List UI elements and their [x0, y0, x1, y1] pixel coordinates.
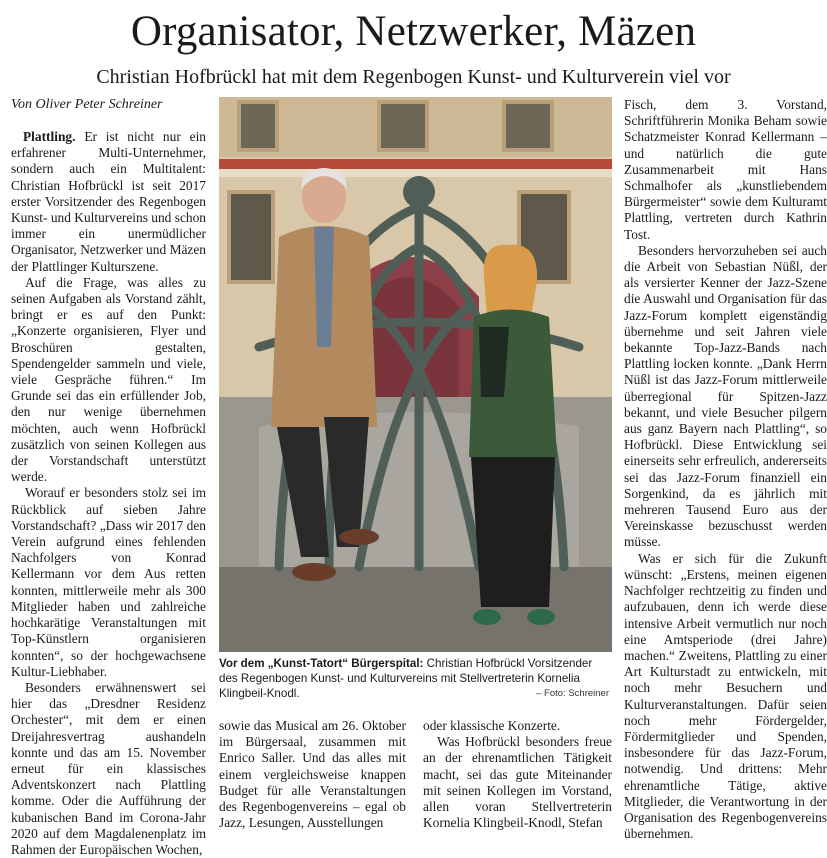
- article-column-2: [219, 718, 406, 831]
- headline: Organisator, Netzwerker, Mäzen: [130, 8, 697, 55]
- paragraph-text: Er ist nicht nur ein erfahrener Multi-Unternehmer, sondern auch ein Multitalent: Christian Hofbrückl ist seit 2017 erster Vorsitzender des Regenbogen Kunst- und Kulturvereins und schon immer ein unermüdlicher Organisator, Netzwerker und Mäzen der Plattlinger Kulturszene.: [11, 129, 206, 274]
- article-column-3: [423, 718, 612, 831]
- article-photo: [219, 97, 612, 652]
- caption-text: Christian Hofbrückl Vorsitzender des Regenbogen Kunst- und Kulturvereins mit Stellvertreterin Kornelia Klingbeil-Knodl.: [219, 657, 593, 700]
- paragraph: Besonders hervorzuheben sei auch die Arbeit von Sebastian Nüßl, der als versierter Kenner der Jazz-Szene die Auswahl und Organisation für das Jazz-Forum komplett eigenständig übernehme und seit Jahren viele bekannte Top-Jazz-Bands nach Plattling locken konnte. „Dank Herrn Nüßl ist das Jazz-Forum mittlerweile überregional für Spitzen-Jazz bekannt, und viele Besucher pilgern aus ganz Bayern nach Plattling“, so Hofbrückl. Diese Entwicklung sei einerseits sehr erfreulich, andererseits sei das Jazz-Forum finanziell ein Sorgenkind, da es jährlich mit mehreren Tausend Euro aus der Vereinskasse bezuschusst werden müsse.: [624, 242, 827, 550]
- subheadline: Christian Hofbrückl hat mit dem Regenbogen Kunst- und Kulturverein viel vor: [96, 66, 731, 88]
- paragraph: [11, 129, 206, 275]
- dateline: Plattling.: [23, 129, 76, 144]
- paragraph: Worauf er besonders stolz sei im Rückblick auf sieben Jahre Vorstandschaft? „Dass wir 2017 den Verein aufgrund eines fehlenden Nachfolgers von Konrad Kellermann vor dem Aus retten konnten, mittlerweile mehr als 300 Mitglieder haben und zahlreiche hochkarätige Veranstaltungen mit Top-Künstlern organisieren konnten“, so der hochgewachsene Kultur-Liebhaber.: [11, 485, 206, 679]
- caption-title: Vor dem „Kunst-Tatort“ Bürgerspital:: [219, 657, 424, 670]
- article-column-1: [11, 129, 206, 858]
- photo-credit: – Foto: Schreiner: [536, 688, 609, 699]
- paragraph: oder klassische Konzerte.: [423, 718, 561, 733]
- photo-illustration: [219, 97, 612, 652]
- paragraph: sowie das Musical am 26. Oktober im Bürgersaal, zusammen mit Enrico Saller. Und das alles mit einem vergleichsweise knappen Budget für alle Veranstaltungen des Regenbogenvereins – egal ob Jazz, Lesungen, Ausstellungen: [219, 718, 406, 831]
- article-column-4: [624, 97, 827, 842]
- paragraph: Was Hofbrückl besonders freue an der ehrenamtlichen Tätigkeit macht, sei das gute Miteinander mit seinen Kollegen im Vorstand, allen voran Stellvertreterin Kornelia Klingbeil-Knodl, Stefan: [423, 734, 612, 831]
- paragraph: Besonders erwähnenswert sei hier das „Dresdner Residenz Orchester“, mit dem er einen Dreijahresvertrag aushandeln konnte und das am 15. November erneut für ein klassisches Adventskonzert nach Plattling komme. Oder die Aufführung der kubanischen Band im Corona-Jahr 2020 auf dem Magdalenenplatz im Rahmen der Europäischen Wochen,: [11, 679, 206, 857]
- paragraph: Fisch, dem 3. Vorstand, Schriftführerin Monika Beham sowie Schatzmeister Konrad Kellermann – und natürlich die gute Zusammenarbeit mit Hans Schmalhofer als „kunstliebendem Bürgermeister“ sowie dem Kulturamt Plattling, vertreten durch Kathrin Tost.: [624, 97, 827, 242]
- paragraph: Auf die Frage, was alles zu seinen Aufgaben als Vorstand zählt, bringt er es auf den Punkt: „Konzerte organisieren, Flyer und Broschüren gestalten, Spendengelder sammeln und viele, viele Gespräche führen.“ Im Grunde sei das ein erfüllender Job, den nur wenige übernehmen möchten, auch wenn Hofbrückl zusätzlich von seinen Kollegen aus der Vorstandschaft unterstützt werde.: [11, 274, 206, 485]
- paragraph: Was er sich für die Zukunft wünscht: „Erstens, meinen eigenen Nachfolger rechtzeitig zu finden und aufzubauen, denn ich werde diese intensive Arbeit vermutlich nur noch eine Amtsperiode (drei Jahre) machen.“ Zweitens, Plattling zu einer Art Kulturstadt zu entwickeln, mit noch mehr Besuchern und Kulturveranstaltungen. Dafür seien noch mehr Fördergelder, Fördermitglieder und Spenden, insbesondere für das Jazz-Forum, notwendig. Und drittens: Mehr ehrenamtliche Tätige, aktive Mitglieder, die Verantwortung in der Organisation des Regenbogenvereins übernehmen.: [624, 550, 827, 842]
- byline: Von Oliver Peter Schreiner: [11, 97, 163, 112]
